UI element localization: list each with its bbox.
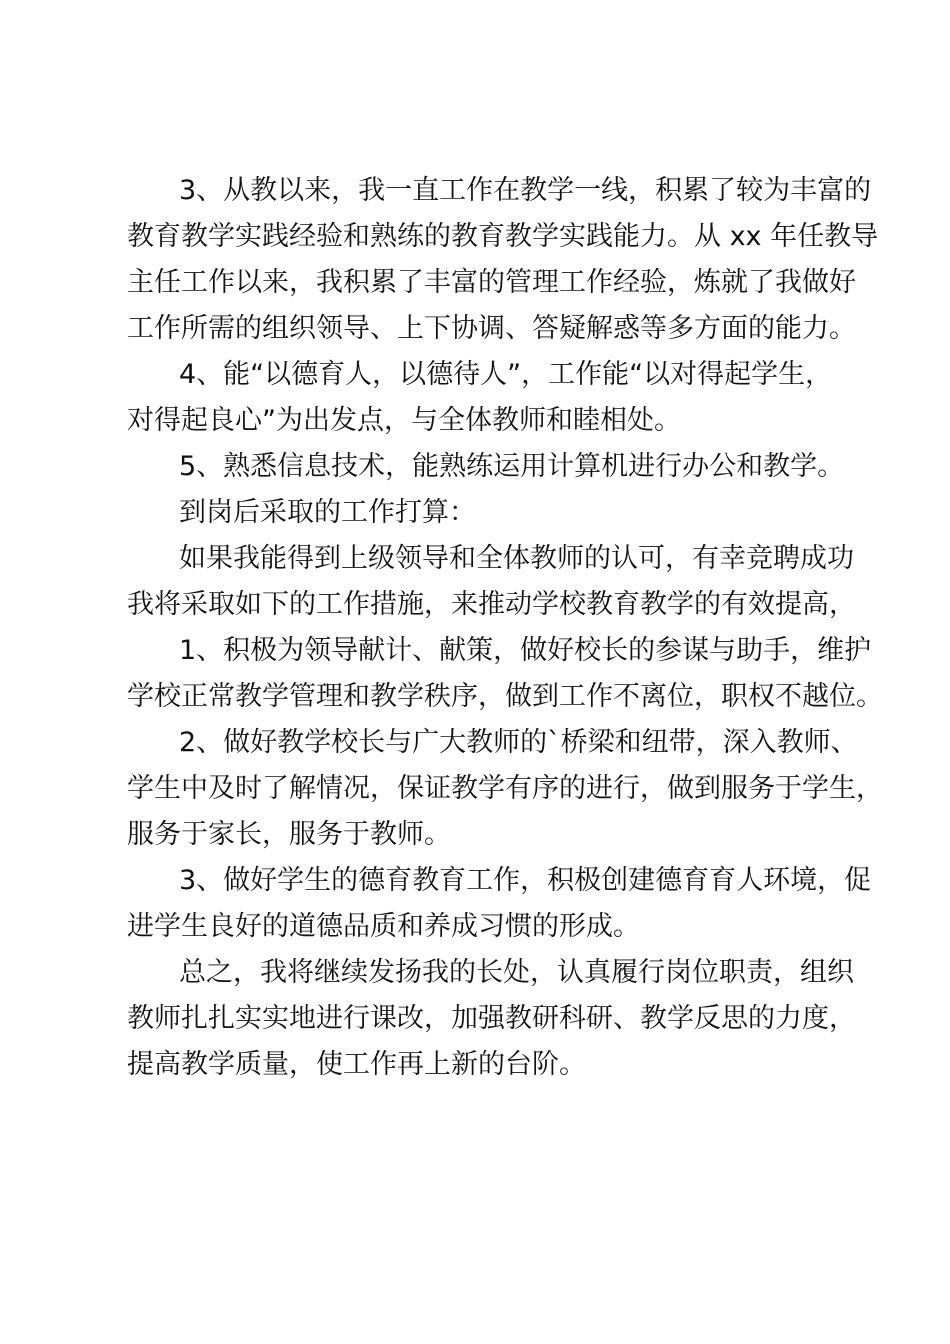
text-line: 5、熟悉信息技术，能熟练运用计算机进行办公和教学。: [179, 451, 845, 482]
text-line: 学校正常教学管理和教学秩序，做到工作不离位，职权不越位。: [127, 681, 883, 712]
text-line: 3、做好学生的德育教育工作，积极创建德育育人环境，促: [179, 865, 872, 896]
text-line: 1、积极为领导献计、献策，做好校长的参谋与助手，维护: [179, 635, 872, 666]
text-line: 服务于家长，服务于教师。: [127, 819, 451, 850]
text-line: 我将采取如下的工作措施，来推动学校教育教学的有效提高，: [127, 589, 856, 620]
text-line: 工作所需的组织领导、上下协调、答疑解惑等多方面的能力。: [127, 313, 856, 344]
document-body: [127, 168, 883, 1088]
text-line: 进学生良好的道德品质和养成习惯的形成。: [127, 911, 640, 942]
section-heading: 到岗后采取的工作打算：: [179, 497, 476, 528]
text-line: 总之，我将继续发扬我的长处，认真履行岗位职责，组织: [179, 957, 854, 988]
text-line: 2、做好教学校长与广大教师的`桥梁和纽带，深入教师、: [179, 727, 858, 758]
text-line: 主任工作以来，我积累了丰富的管理工作经验，炼就了我做好: [127, 267, 856, 298]
text-line: 4、能“以德育人，以德待人”，工作能“以对得起学生，: [179, 359, 833, 390]
text-line: 如果我能得到上级领导和全体教师的认可，有幸竞聘成功: [179, 543, 854, 574]
text-line: 教育教学实践经验和熟练的教育教学实践能力。从 xx 年任教导: [127, 221, 879, 252]
text-line: 教师扎扎实实地进行课改，加强教研科研、教学反思的力度，: [127, 1003, 856, 1034]
text-line: 对得起良心”为出发点，与全体教师和睦相处。: [127, 405, 681, 436]
text-line: 提高教学质量，使工作再上新的台阶。: [127, 1049, 586, 1080]
text-line: 3、从教以来，我一直工作在教学一线，积累了较为丰富的: [179, 175, 872, 206]
text-line: 学生中及时了解情况，保证教学有序的进行，做到服务于学生，: [127, 773, 883, 804]
